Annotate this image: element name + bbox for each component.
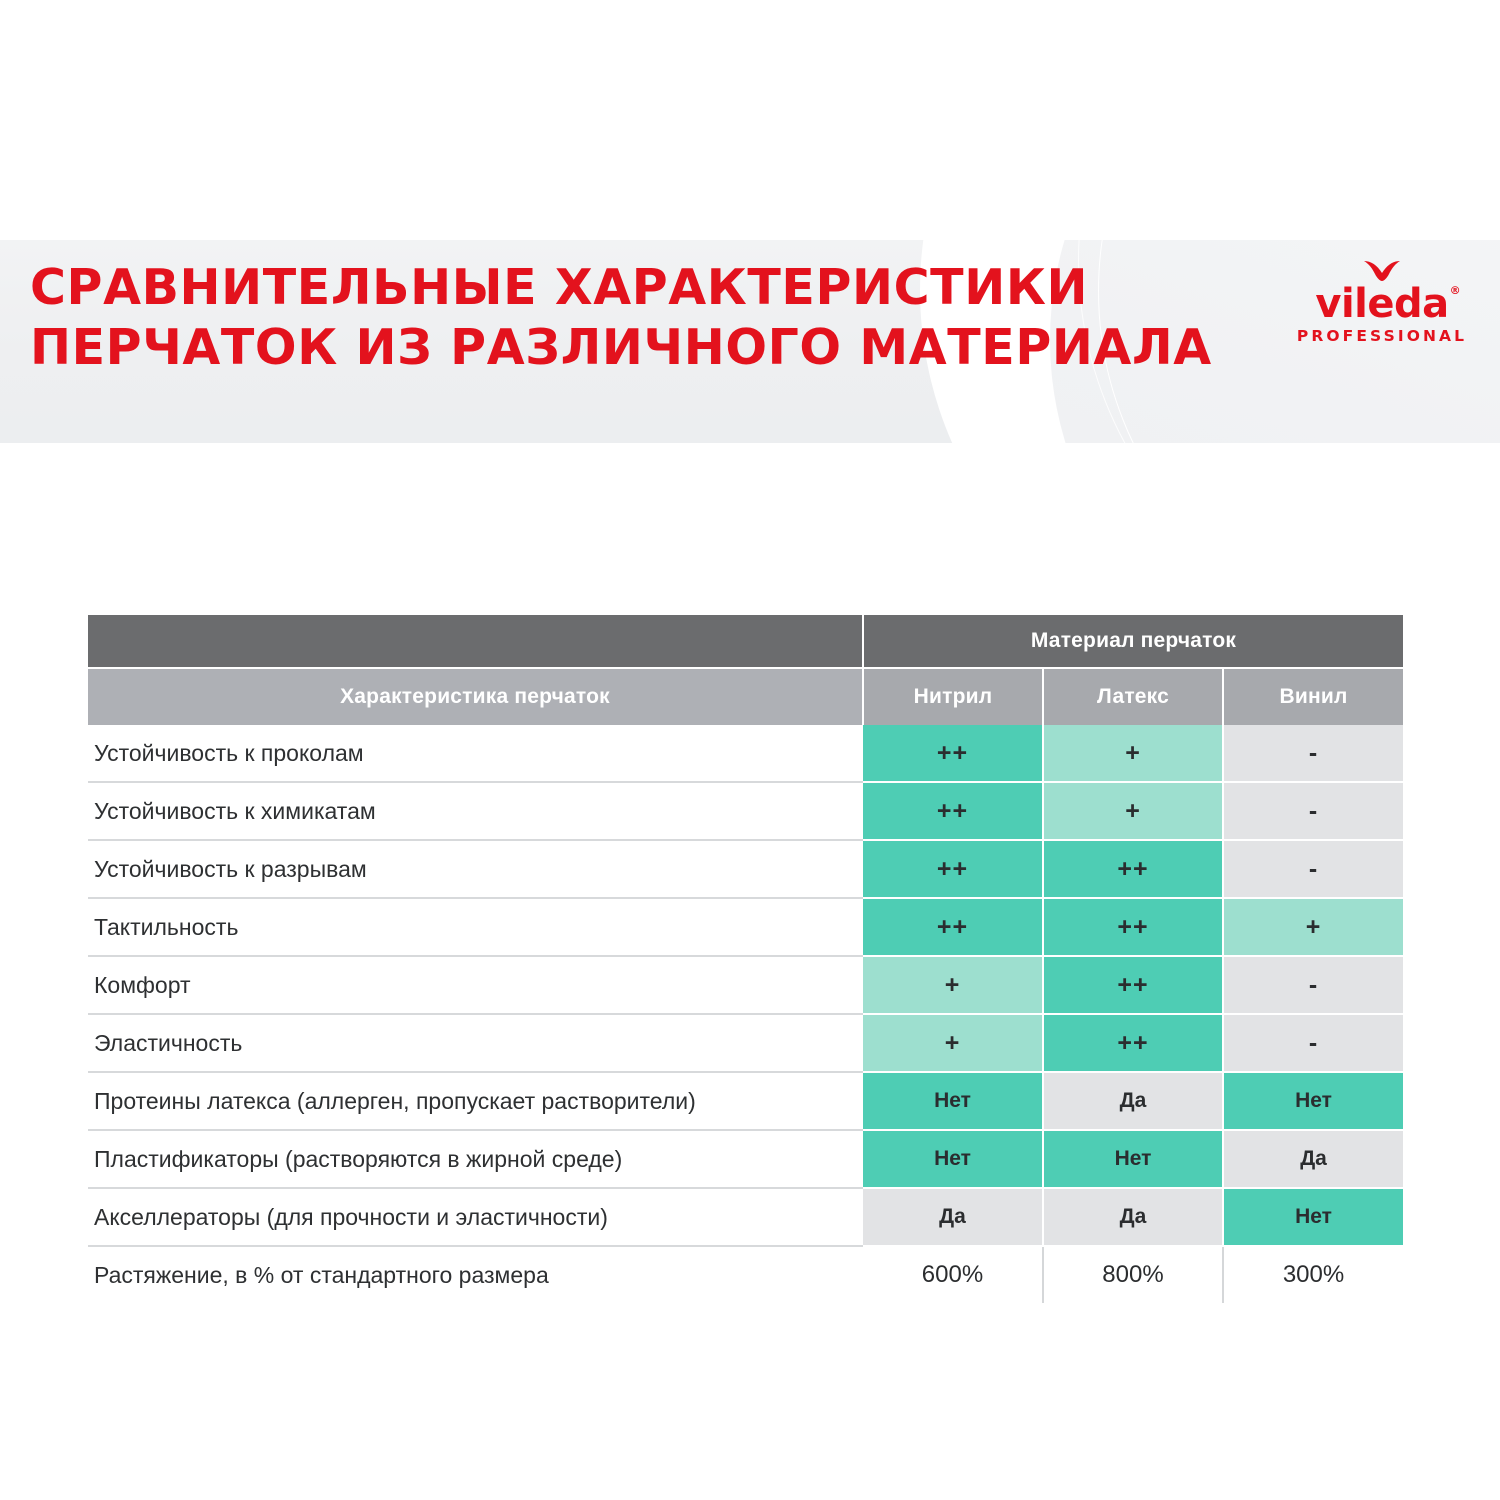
gloves-comparison-table [88, 615, 1403, 1303]
cell-value: Нет [1043, 1130, 1223, 1188]
cell-value: Да [1043, 1188, 1223, 1246]
cell-value: 800% [1043, 1246, 1223, 1303]
table-row [88, 1014, 1403, 1072]
vileda-wordmark [1292, 283, 1472, 325]
cell-value: - [1223, 840, 1403, 898]
registered-mark: ® [1449, 284, 1461, 297]
cell-value: 300% [1223, 1246, 1403, 1303]
table-row [88, 1188, 1403, 1246]
table-row [88, 898, 1403, 956]
cell-value: Да [1043, 1072, 1223, 1130]
feature-label: Акселлераторы (для прочности и эластичности) [88, 1188, 863, 1246]
feature-label: Тактильность [88, 898, 863, 956]
cell-value: ++ [1043, 898, 1223, 956]
cell-value: + [1223, 898, 1403, 956]
feature-label: Комфорт [88, 956, 863, 1014]
table-column-header-row [88, 668, 1403, 725]
vileda-wordmark-text: vileda [1315, 281, 1449, 327]
cell-value: ++ [863, 840, 1043, 898]
comparison-table-container [88, 615, 1403, 1303]
cell-value: ++ [1043, 956, 1223, 1014]
cell-value: Нет [1223, 1188, 1403, 1246]
header-banner [0, 240, 1500, 443]
feature-label: Устойчивость к разрывам [88, 840, 863, 898]
cell-value: Да [863, 1188, 1043, 1246]
cell-value: Нет [863, 1130, 1043, 1188]
column-header-lateks: Латекс [1043, 668, 1223, 725]
table-row [88, 1246, 1403, 1303]
table-row [88, 725, 1403, 782]
cell-value: - [1223, 956, 1403, 1014]
column-header-nitril: Нитрил [863, 668, 1043, 725]
cell-value: Да [1223, 1130, 1403, 1188]
cell-value: + [863, 1014, 1043, 1072]
table-row [88, 782, 1403, 840]
table-body [88, 615, 1403, 1303]
page-title-line-1: СРАВНИТЕЛЬНЫЕ ХАРАКТЕРИСТИКИ [30, 259, 1089, 316]
feature-label: Пластификаторы (растворяются в жирной среде) [88, 1130, 863, 1188]
feature-label: Эластичность [88, 1014, 863, 1072]
cell-value: ++ [863, 725, 1043, 782]
feature-label: Протеины латекса (аллерген, пропускает растворители) [88, 1072, 863, 1130]
table-row [88, 1072, 1403, 1130]
cell-value: ++ [1043, 840, 1223, 898]
vileda-logo [1292, 260, 1472, 346]
cell-value: 600% [863, 1246, 1043, 1303]
cell-value: + [1043, 782, 1223, 840]
column-header-feature: Характеристика перчаток [88, 668, 863, 725]
cell-value: - [1223, 725, 1403, 782]
cell-value: ++ [863, 898, 1043, 956]
group-header-spacer [88, 615, 863, 668]
table-group-header-row [88, 615, 1403, 668]
vileda-bird-icon [1362, 260, 1402, 282]
cell-value: ++ [863, 782, 1043, 840]
cell-value: Нет [1223, 1072, 1403, 1130]
feature-label: Устойчивость к проколам [88, 725, 863, 782]
cell-value: - [1223, 782, 1403, 840]
group-header-material: Материал перчаток [863, 615, 1403, 668]
page-title-line-2: ПЕРЧАТОК ИЗ РАЗЛИЧНОГО МАТЕРИАЛА [30, 319, 1212, 376]
cell-value: + [863, 956, 1043, 1014]
cell-value: - [1223, 1014, 1403, 1072]
cell-value: + [1043, 725, 1223, 782]
table-row [88, 956, 1403, 1014]
cell-value: ++ [1043, 1014, 1223, 1072]
vileda-tagline: PROFESSIONAL [1296, 327, 1468, 345]
page-title [30, 258, 1210, 378]
column-header-vinil: Винил [1223, 668, 1403, 725]
feature-label: Устойчивость к химикатам [88, 782, 863, 840]
table-row [88, 1130, 1403, 1188]
cell-value: Нет [863, 1072, 1043, 1130]
feature-label: Растяжение, в % от стандартного размера [88, 1246, 863, 1303]
table-row [88, 840, 1403, 898]
